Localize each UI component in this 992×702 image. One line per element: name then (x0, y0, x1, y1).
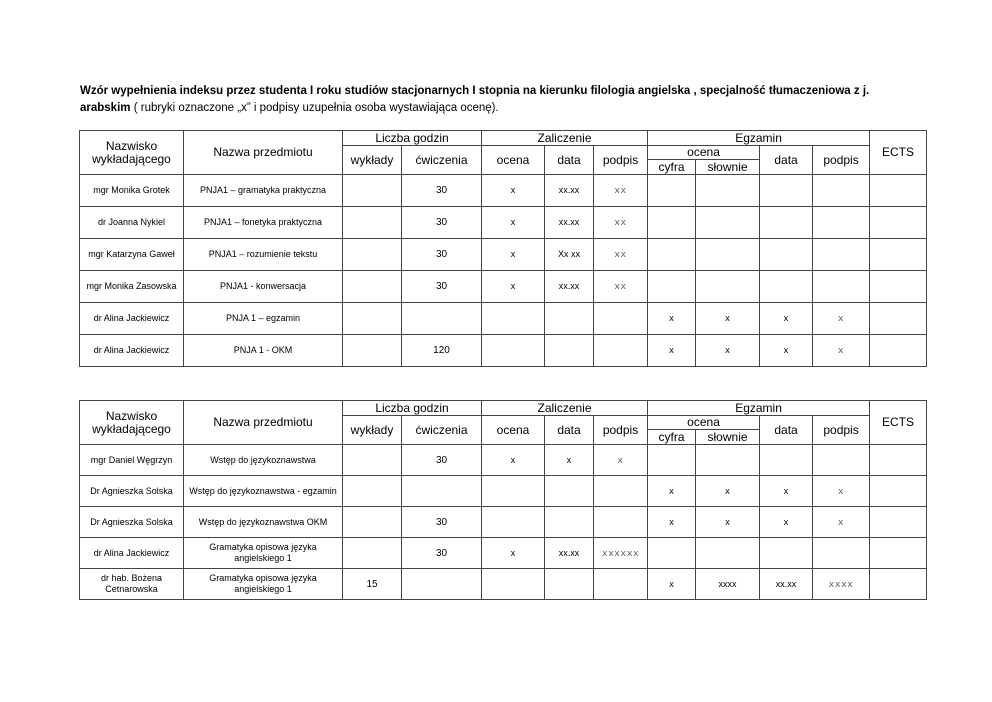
credit-date-cell: xx.xx (545, 538, 594, 569)
title-note: ( rubryki oznaczone „x” i podpisy uzupełnia osoba wystawiająca ocenę). (130, 102, 499, 114)
credit-grade-cell: x (482, 175, 545, 207)
ects-cell (870, 239, 927, 271)
header-credit: Zaliczenie (482, 401, 648, 416)
ects-cell (870, 175, 927, 207)
exam-date-cell (760, 445, 813, 476)
lecturer-cell: mgr Monika Grotek (80, 175, 184, 207)
subject-cell: Gramatyka opisowa języka angielskiego 1 (184, 538, 343, 569)
page-title (80, 83, 910, 117)
header-credit-signature: podpis (594, 416, 648, 445)
credit-date-cell (545, 335, 594, 367)
exam-signature-cell (813, 445, 870, 476)
credit-signature-cell (594, 507, 648, 538)
table-row (80, 445, 927, 476)
credit-grade-cell (482, 476, 545, 507)
exercises-cell (402, 303, 482, 335)
credit-date-cell (545, 507, 594, 538)
header-exam-grade: ocena (648, 146, 760, 160)
lectures-cell (343, 538, 402, 569)
exam-signature-cell (813, 538, 870, 569)
credit-grade-cell: x (482, 207, 545, 239)
subject-cell: Gramatyka opisowa języka angielskiego 1 (184, 569, 343, 600)
exercises-cell: 30 (402, 207, 482, 239)
exercises-cell: 30 (402, 538, 482, 569)
lecturer-cell: dr Alina Jackiewicz (80, 335, 184, 367)
ects-cell (870, 271, 927, 303)
lectures-cell (343, 271, 402, 303)
header-ects: ECTS (870, 131, 927, 175)
exam-digit-cell: x (648, 303, 696, 335)
exam-words-cell (696, 175, 760, 207)
credit-date-cell: xx.xx (545, 207, 594, 239)
ects-cell (870, 207, 927, 239)
exam-digit-cell (648, 271, 696, 303)
exam-words-cell: x (696, 303, 760, 335)
credit-grade-cell: x (482, 271, 545, 303)
header-words: słownie (696, 160, 760, 175)
credit-date-cell (545, 569, 594, 600)
header-exam-date: data (760, 416, 813, 445)
header-exercises: ćwiczenia (402, 416, 482, 445)
table-row (80, 271, 927, 303)
exam-words-cell (696, 271, 760, 303)
exam-signature-cell (813, 271, 870, 303)
header-lecturer: Nazwisko wykładającego (80, 131, 184, 175)
exam-words-cell: x (696, 507, 760, 538)
lectures-cell (343, 476, 402, 507)
credit-date-cell (545, 476, 594, 507)
exam-signature-cell: x (813, 507, 870, 538)
lecturer-cell: dr Alina Jackiewicz (80, 538, 184, 569)
subject-cell: PNJA 1 - OKM (184, 335, 343, 367)
exam-digit-cell (648, 538, 696, 569)
exam-digit-cell (648, 239, 696, 271)
credit-date-cell: Xx xx (545, 239, 594, 271)
header-lecturer: Nazwisko wykładającego (80, 401, 184, 445)
credit-date-cell: xx.xx (545, 271, 594, 303)
exam-signature-cell (813, 239, 870, 271)
lectures-cell (343, 239, 402, 271)
ects-cell (870, 569, 927, 600)
header-exam-date: data (760, 146, 813, 175)
exam-digit-cell: x (648, 507, 696, 538)
header-exam-signature: podpis (813, 416, 870, 445)
credit-signature-cell: x (594, 445, 648, 476)
header-exam-grade: ocena (648, 416, 760, 430)
credit-grade-cell: x (482, 445, 545, 476)
exercises-cell: 30 (402, 507, 482, 538)
ects-cell (870, 303, 927, 335)
ects-cell (870, 507, 927, 538)
exam-signature-cell: x (813, 335, 870, 367)
header-credit-grade: ocena (482, 416, 545, 445)
credit-signature-cell: xx (594, 175, 648, 207)
exam-digit-cell (648, 445, 696, 476)
header-credit-grade: ocena (482, 146, 545, 175)
header-credit-date: data (545, 416, 594, 445)
lectures-cell (343, 445, 402, 476)
grades-table-2 (79, 400, 927, 600)
exam-signature-cell (813, 207, 870, 239)
subject-cell: Wstęp do językoznawstwa OKM (184, 507, 343, 538)
lecturer-cell: dr Joanna Nykiel (80, 207, 184, 239)
lecturer-cell: dr Alina Jackiewicz (80, 303, 184, 335)
exam-date-cell: x (760, 476, 813, 507)
table-row (80, 507, 927, 538)
table-row (80, 207, 927, 239)
credit-signature-cell (594, 569, 648, 600)
lectures-cell (343, 507, 402, 538)
exam-date-cell (760, 271, 813, 303)
exam-digit-cell (648, 175, 696, 207)
lecturer-cell: dr hab. Bożena Cetnarowska (80, 569, 184, 600)
subject-cell: Wstęp do językoznawstwa (184, 445, 343, 476)
credit-signature-cell (594, 476, 648, 507)
exercises-cell: 30 (402, 175, 482, 207)
header-credit-date: data (545, 146, 594, 175)
header-exam-signature: podpis (813, 146, 870, 175)
exercises-cell: 120 (402, 335, 482, 367)
exercises-cell (402, 569, 482, 600)
exam-words-cell (696, 445, 760, 476)
credit-date-cell: x (545, 445, 594, 476)
header-exam: Egzamin (648, 131, 870, 146)
exam-words-cell: x (696, 476, 760, 507)
credit-grade-cell: x (482, 239, 545, 271)
header-lectures: wykłady (343, 146, 402, 175)
header-ects: ECTS (870, 401, 927, 445)
credit-signature-cell (594, 303, 648, 335)
exam-signature-cell: xxxx (813, 569, 870, 600)
header-hours: Liczba godzin (343, 131, 482, 146)
lectures-cell (343, 335, 402, 367)
exam-digit-cell (648, 207, 696, 239)
credit-grade-cell (482, 569, 545, 600)
subject-cell: PNJA1 – rozumienie tekstu (184, 239, 343, 271)
table-row (80, 239, 927, 271)
exam-words-cell (696, 239, 760, 271)
lectures-cell (343, 207, 402, 239)
exam-signature-cell: x (813, 303, 870, 335)
subject-cell: Wstęp do językoznawstwa - egzamin (184, 476, 343, 507)
lecturer-cell: mgr Monika Zasowska (80, 271, 184, 303)
exam-date-cell: x (760, 507, 813, 538)
table-row (80, 569, 927, 600)
exam-signature-cell (813, 175, 870, 207)
table-row (80, 476, 927, 507)
grades-table-1 (79, 130, 927, 367)
header-subject: Nazwa przedmiotu (184, 401, 343, 445)
exam-words-cell (696, 538, 760, 569)
lecturer-cell: Dr Agnieszka Solska (80, 476, 184, 507)
subject-cell: PNJA1 - konwersacja (184, 271, 343, 303)
exam-words-cell: xxxx (696, 569, 760, 600)
exam-date-cell (760, 239, 813, 271)
credit-date-cell: xx.xx (545, 175, 594, 207)
exam-date-cell: xx.xx (760, 569, 813, 600)
table-row (80, 303, 927, 335)
exam-digit-cell: x (648, 476, 696, 507)
exercises-cell (402, 476, 482, 507)
lecturer-cell: Dr Agnieszka Solska (80, 507, 184, 538)
exercises-cell: 30 (402, 239, 482, 271)
ects-cell (870, 476, 927, 507)
header-credit: Zaliczenie (482, 131, 648, 146)
header-exercises: ćwiczenia (402, 146, 482, 175)
subject-cell: PNJA1 – fonetyka praktyczna (184, 207, 343, 239)
exam-date-cell (760, 207, 813, 239)
exam-date-cell: x (760, 335, 813, 367)
lecturer-cell: mgr Daniel Węgrzyn (80, 445, 184, 476)
credit-signature-cell: xxxxxx (594, 538, 648, 569)
exercises-cell: 30 (402, 445, 482, 476)
ects-cell (870, 445, 927, 476)
subject-cell: PNJA 1 – egzamin (184, 303, 343, 335)
header-subject: Nazwa przedmiotu (184, 131, 343, 175)
ects-cell (870, 538, 927, 569)
ects-cell (870, 335, 927, 367)
exam-words-cell: x (696, 335, 760, 367)
exam-digit-cell: x (648, 335, 696, 367)
credit-date-cell (545, 303, 594, 335)
credit-signature-cell: xx (594, 271, 648, 303)
exam-digit-cell: x (648, 569, 696, 600)
subject-cell: PNJA1 – gramatyka praktyczna (184, 175, 343, 207)
header-words: słownie (696, 430, 760, 445)
exam-date-cell (760, 175, 813, 207)
credit-signature-cell: xx (594, 239, 648, 271)
lecturer-cell: mgr Katarzyna Gaweł (80, 239, 184, 271)
header-digit: cyfra (648, 430, 696, 445)
header-digit: cyfra (648, 160, 696, 175)
header-credit-signature: podpis (594, 146, 648, 175)
header-lectures: wykłady (343, 416, 402, 445)
credit-grade-cell (482, 335, 545, 367)
credit-signature-cell: xx (594, 207, 648, 239)
table-row (80, 175, 927, 207)
lectures-cell: 15 (343, 569, 402, 600)
exercises-cell: 30 (402, 271, 482, 303)
title-bold: Wzór wypełnienia indeksu przez studenta I roku studiów stacjonarnych I stopnia na kierunku filologia angielska , specjalność tłumaczeniowa z j. arabskim (80, 85, 870, 114)
credit-grade-cell (482, 507, 545, 538)
exam-date-cell (760, 538, 813, 569)
exam-date-cell: x (760, 303, 813, 335)
table-row (80, 335, 927, 367)
header-exam: Egzamin (648, 401, 870, 416)
credit-signature-cell (594, 335, 648, 367)
exam-signature-cell: x (813, 476, 870, 507)
lectures-cell (343, 303, 402, 335)
credit-grade-cell (482, 303, 545, 335)
credit-grade-cell: x (482, 538, 545, 569)
header-hours: Liczba godzin (343, 401, 482, 416)
lectures-cell (343, 175, 402, 207)
table-row (80, 538, 927, 569)
exam-words-cell (696, 207, 760, 239)
